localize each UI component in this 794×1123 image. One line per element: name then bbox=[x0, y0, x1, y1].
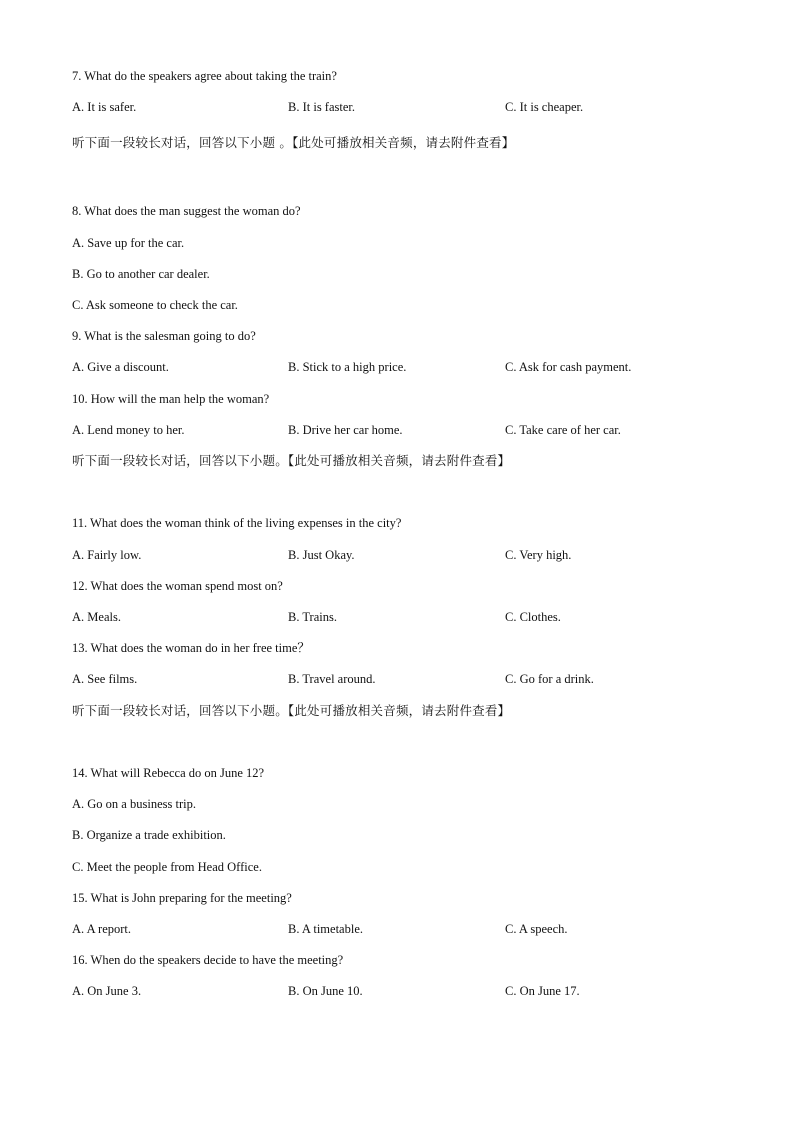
q10-option-c: C. Take care of her car. bbox=[505, 423, 621, 437]
section-instruction-2: 听下面一段较长对话，回答以下小题。【此处可播放相关音频，请去附件查看】 bbox=[72, 453, 511, 468]
question-9: 9. What is the salesman going to do? bbox=[72, 329, 256, 343]
q13-option-c: C. Go for a drink. bbox=[505, 672, 594, 686]
question-11: 11. What does the woman think of the living expenses in the city? bbox=[72, 516, 402, 530]
q13-option-b: B. Travel around. bbox=[288, 672, 376, 686]
question-13: 13. What does the woman do in her free time？ bbox=[72, 641, 310, 655]
q16-option-c: C. On June 17. bbox=[505, 984, 580, 998]
question-14: 14. What will Rebecca do on June 12? bbox=[72, 766, 265, 780]
q8-option-b: B. Go to another car dealer. bbox=[72, 267, 210, 281]
q15-option-c: C. A speech. bbox=[505, 922, 568, 936]
q9-option-c: C. Ask for cash payment. bbox=[505, 360, 632, 374]
question-16: 16. When do the speakers decide to have the meeting? bbox=[72, 953, 344, 967]
q12-option-b: B. Trains. bbox=[288, 610, 337, 624]
q10-option-b: B. Drive her car home. bbox=[288, 423, 403, 437]
q7-option-a: A. It is safer. bbox=[72, 100, 137, 114]
section-instruction-1: 听下面一段较长对话，回答以下小题 。【此处可播放相关音频，请去附件查看】 bbox=[72, 135, 515, 150]
section-instruction-3: 听下面一段较长对话，回答以下小题。【此处可播放相关音频，请去附件查看】 bbox=[72, 703, 511, 718]
question-10: 10. How will the man help the woman? bbox=[72, 392, 270, 406]
q16-option-b: B. On June 10. bbox=[288, 984, 363, 998]
q7-option-c: C. It is cheaper. bbox=[505, 100, 584, 114]
question-15: 15. What is John preparing for the meeting? bbox=[72, 891, 292, 905]
q10-option-a: A. Lend money to her. bbox=[72, 423, 185, 437]
question-8: 8. What does the man suggest the woman do? bbox=[72, 204, 301, 218]
q14-option-b: B. Organize a trade exhibition. bbox=[72, 828, 226, 842]
q13-option-a: A. See films. bbox=[72, 672, 138, 686]
q15-option-b: B. A timetable. bbox=[288, 922, 363, 936]
q15-option-a: A. A report. bbox=[72, 922, 132, 936]
q14-option-a: A. Go on a business trip. bbox=[72, 797, 196, 811]
q12-option-a: A. Meals. bbox=[72, 610, 121, 624]
q12-option-c: C. Clothes. bbox=[505, 610, 561, 624]
q8-option-c: C. Ask someone to check the car. bbox=[72, 298, 238, 312]
q9-option-b: B. Stick to a high price. bbox=[288, 360, 407, 374]
question-12: 12. What does the woman spend most on? bbox=[72, 579, 283, 593]
q16-option-a: A. On June 3. bbox=[72, 984, 142, 998]
question-7: 7. What do the speakers agree about taking the train? bbox=[72, 69, 337, 83]
q11-option-b: B. Just Okay. bbox=[288, 548, 355, 562]
q7-option-b: B. It is faster. bbox=[288, 100, 356, 114]
q11-option-a: A. Fairly low. bbox=[72, 548, 142, 562]
q14-option-c: C. Meet the people from Head Office. bbox=[72, 860, 262, 874]
q9-option-a: A. Give a discount. bbox=[72, 360, 169, 374]
q11-option-c: C. Very high. bbox=[505, 548, 572, 562]
q8-option-a: A. Save up for the car. bbox=[72, 236, 185, 250]
